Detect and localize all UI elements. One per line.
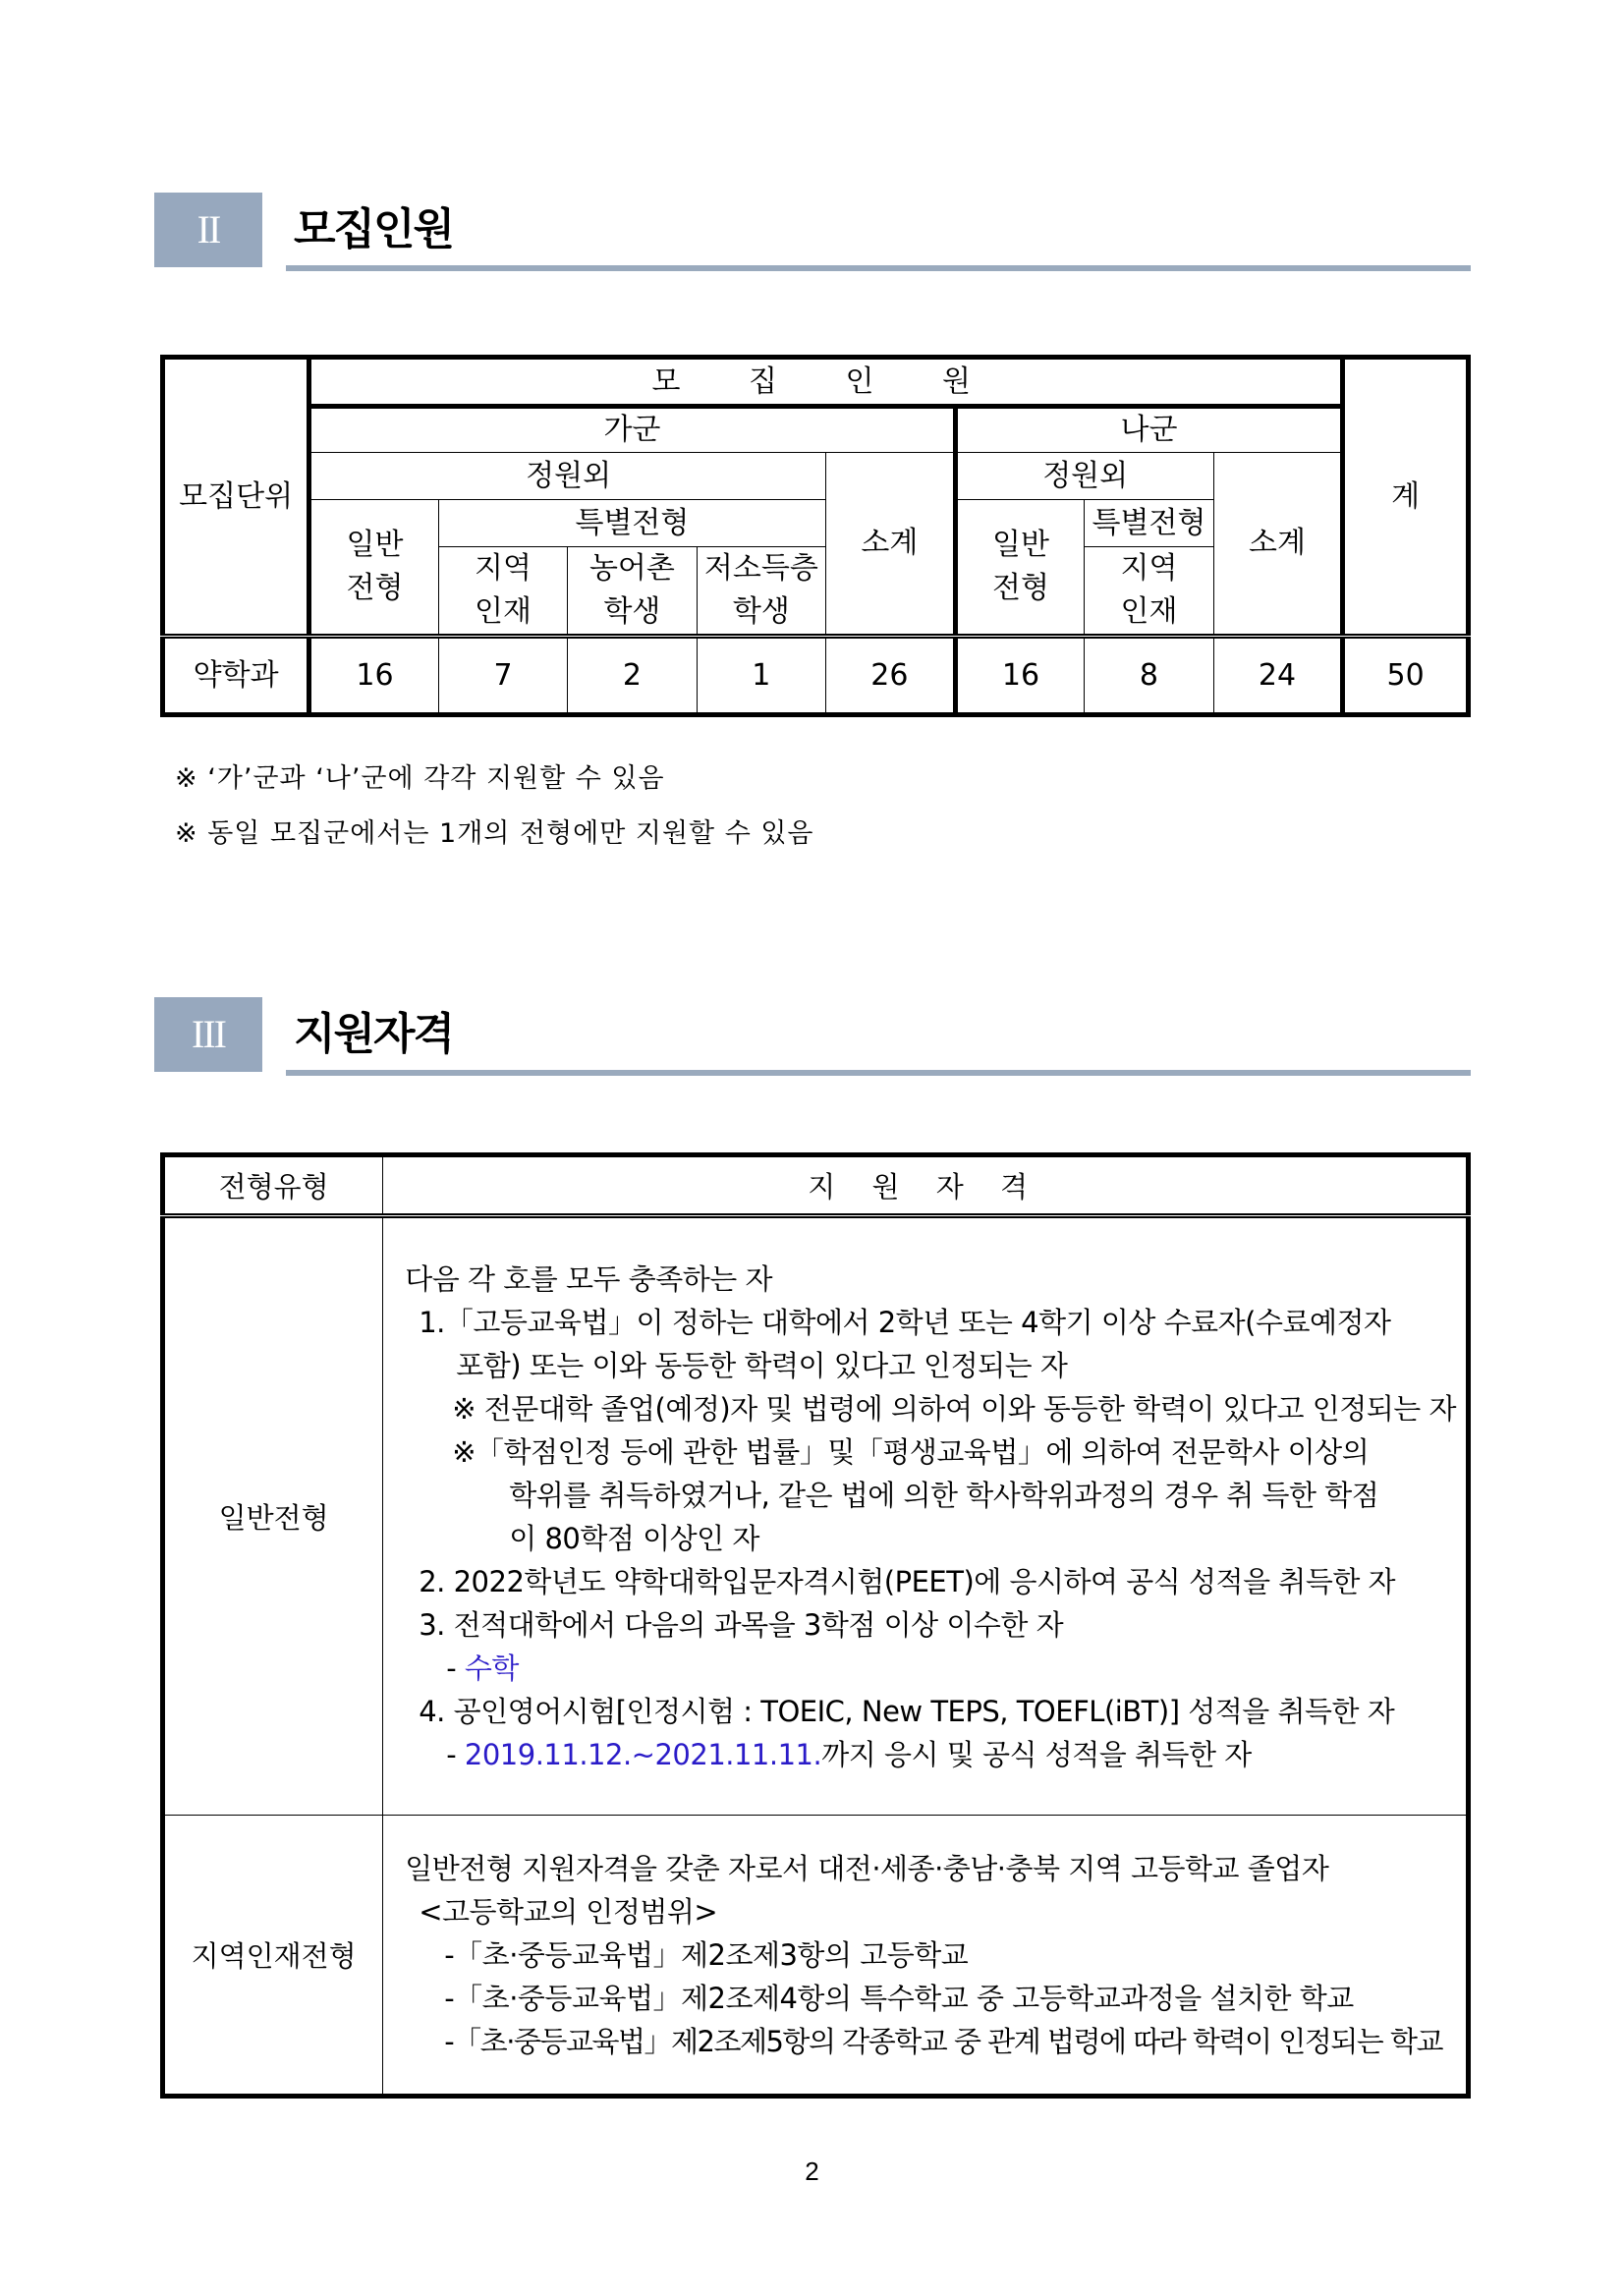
header-recruit: 모 집 인 원: [309, 358, 1343, 407]
section-title: 모집인원: [294, 204, 454, 254]
cell-na-subtotal: 24: [1213, 637, 1343, 715]
header-na-jeongwonoe: 정원외: [955, 453, 1213, 500]
header-ga-special-rural: 농어촌 학생: [568, 547, 697, 637]
section-rule: [286, 265, 1471, 271]
header-qualification: 지 원 자 격: [383, 1155, 1469, 1216]
cell-ga-subtotal: 26: [826, 637, 956, 715]
qual-line: [405, 1647, 1456, 1690]
qual-line: 포함) 또는 이와 동등한 학력이 있다고 인정되는 자: [456, 1348, 1068, 1382]
header-ga-general: 일반 전형: [309, 500, 439, 637]
cell-ga-rural: 2: [568, 637, 697, 715]
header-na-general: 일반 전형: [955, 500, 1085, 637]
dash: -: [446, 1651, 465, 1685]
header-ga: 가군: [309, 407, 955, 453]
qual-line: ※「학점인정 등에 관한 법률」및「평생교육법」에 의하여 전문학사 이상의: [452, 1434, 1370, 1469]
date-range-highlight: 2019.11.12.~2021.11.11.: [464, 1737, 822, 1771]
header-unit: 모집단위: [163, 358, 309, 637]
header-ga-special: 특별전형: [438, 500, 825, 547]
qual-line: 다음 각 호를 모두 충족하는 자: [405, 1261, 772, 1296]
note-1: ※ ‘가’군과 ‘나’군에 각각 지원할 수 있음: [175, 763, 665, 794]
recruitment-table: [160, 355, 1471, 717]
qual-line: 이 80학점 이상인 자: [509, 1521, 759, 1555]
qual-line: -「초·중등교육법」제2조제4항의 특수학교 중 고등학교과정을 설치한 학교: [444, 1981, 1354, 2015]
section-header-eligibility: [154, 997, 1471, 1076]
section-header-recruitment: [154, 193, 1471, 271]
eligibility-table: [160, 1152, 1471, 2099]
subject-highlight: 수학: [464, 1651, 519, 1685]
table-row: [163, 637, 1469, 715]
qual-line: -「초·중등교육법」제2조제3항의 고등학교: [444, 1937, 969, 1972]
cell-ga-general: 16: [309, 637, 439, 715]
cell-ga-regional: 7: [438, 637, 567, 715]
table-row: [163, 1216, 1469, 1816]
header-total: 계: [1343, 358, 1469, 637]
cell-unit: 약학과: [163, 637, 309, 715]
page-number: 2: [805, 2156, 819, 2186]
qualification-regional: [383, 1816, 1469, 2097]
qual-line: 학위를 취득하였거나, 같은 법에 의한 학사학위과정의 경우 취 득한 학점: [509, 1478, 1379, 1512]
cell-ga-lowincome: 1: [697, 637, 825, 715]
header-ga-special-lowincome: 저소득층 학생: [697, 547, 825, 637]
type-general: 일반전형: [163, 1216, 383, 1816]
qual-line: 3. 전적대학에서 다음의 과목을 3학점 이상 이수한 자: [419, 1607, 1064, 1642]
cell-total: 50: [1343, 637, 1469, 715]
header-na-special-regional: 지역 인재: [1085, 547, 1213, 637]
header-na-subtotal: 소계: [1213, 453, 1343, 637]
qual-line: 2. 2022학년도 약학대학입문자격시험(PEET)에 응시하여 공식 성적을 취득한 자: [419, 1564, 1396, 1598]
qualification-general: [383, 1216, 1469, 1816]
qual-line: ※ 전문대학 졸업(예정)자 및 법령에 의하여 이와 동등한 학력이 있다고 인정되는 자: [452, 1391, 1456, 1426]
header-ga-subtotal: 소계: [826, 453, 956, 637]
header-type: 전형유형: [163, 1155, 383, 1216]
section-number: III: [154, 997, 262, 1072]
header-na-special: 특별전형: [1085, 500, 1213, 547]
qual-line: [405, 1733, 1456, 1776]
qual-line: -「초·중등교육법」제2조제5항의 각종학교 중 관계 법령에 따라 학력이 인정되는 학교: [444, 2024, 1442, 2058]
qual-line: 일반전형 지원자격을 갖춘 자로서 대전·세종·충남·충북 지역 고등학교 졸업자: [405, 1851, 1329, 1885]
cell-na-regional: 8: [1085, 637, 1213, 715]
section-title: 지원자격: [294, 1009, 454, 1059]
table-row: [163, 1816, 1469, 2097]
section-number: II: [154, 193, 262, 267]
note-2: ※ 동일 모집군에서는 1개의 전형에만 지원할 수 있음: [175, 818, 814, 849]
qual-line: 4. 공인영어시험[인정시험 : TOEIC, New TEPS, TOEFL(iBT)] 성적을 취득한 자: [419, 1694, 1395, 1728]
header-ga-jeongwonoe: 정원외: [309, 453, 826, 500]
header-ga-special-regional: 지역 인재: [438, 547, 567, 637]
type-regional: 지역인재전형: [163, 1816, 383, 2097]
qual-line: <고등학교의 인정범위>: [419, 1894, 718, 1929]
qual-line: 1.「고등교육법」이 정하는 대학에서 2학년 또는 4학기 이상 수료자(수료예정자: [419, 1305, 1391, 1339]
section-rule: [286, 1070, 1471, 1076]
date-range-suffix: 까지 응시 및 공식 성적을 취득한 자: [821, 1737, 1252, 1771]
dash: -: [446, 1737, 465, 1771]
header-na: 나군: [955, 407, 1343, 453]
cell-na-general: 16: [955, 637, 1085, 715]
